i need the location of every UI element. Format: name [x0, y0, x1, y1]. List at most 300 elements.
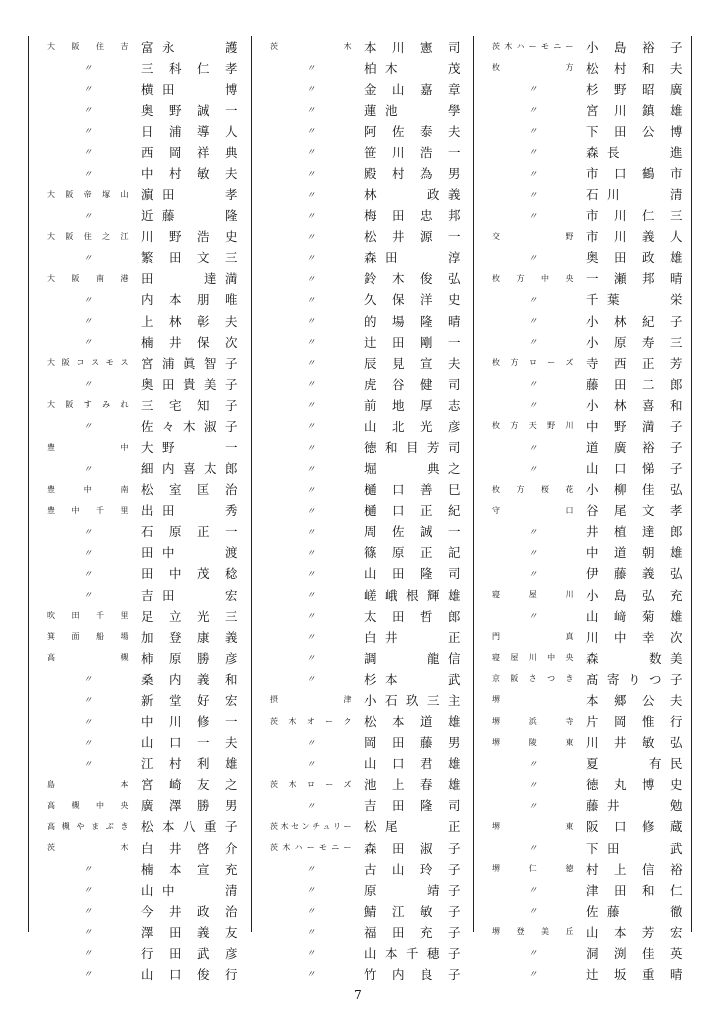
- club-name: 〃: [306, 169, 316, 180]
- member-row: [29, 120, 250, 141]
- member-row: [474, 584, 695, 605]
- member-name: 桑内義和: [141, 671, 238, 687]
- club-name: 〃: [83, 527, 93, 538]
- member-name: 細内喜太郎: [141, 461, 238, 477]
- member-row: [252, 415, 473, 436]
- club-name: 〃: [306, 865, 316, 876]
- member-name: 松井源一: [364, 229, 461, 245]
- club-name: 〃: [306, 569, 316, 580]
- member-row: [29, 78, 250, 99]
- club-name: 〃: [306, 506, 316, 517]
- member-name: 松本八重子: [141, 819, 238, 835]
- member-row: [252, 858, 473, 879]
- member-row: [29, 289, 250, 310]
- member-name: 杉野昭廣: [586, 81, 683, 97]
- member-row: [29, 310, 250, 331]
- club-name: 堺: [492, 695, 501, 705]
- member-name: 西岡祥典: [141, 144, 238, 160]
- member-row: [474, 753, 695, 774]
- club-name: 〃: [306, 464, 316, 475]
- member-row: [29, 394, 250, 415]
- member-name: 石川 清: [586, 187, 683, 203]
- club-name: 〃: [306, 591, 316, 602]
- club-name: 〃: [528, 844, 538, 854]
- club-name: 〃: [83, 717, 93, 728]
- member-row: [474, 479, 695, 500]
- club-name: 〃: [83, 591, 93, 602]
- member-name: 足立光三: [141, 608, 238, 624]
- member-row: [29, 921, 250, 942]
- member-name: 樋口善巳: [364, 482, 461, 498]
- member-row: [252, 352, 473, 373]
- page-number: 7: [354, 988, 362, 1002]
- club-name: 〃: [306, 190, 316, 201]
- member-row: [474, 394, 695, 415]
- club-name: 〃: [83, 548, 93, 559]
- member-row: [252, 521, 473, 542]
- club-name: 寝屋川: [492, 590, 574, 600]
- member-row: [29, 542, 250, 563]
- member-row: [29, 689, 250, 710]
- member-row: [252, 394, 473, 415]
- member-name: 田中 渡: [141, 545, 238, 561]
- member-name: 中村敏夫: [141, 166, 238, 181]
- member-row: [29, 373, 250, 394]
- club-name: 〃: [528, 780, 538, 791]
- member-name: 森長 進: [586, 144, 683, 160]
- club-name: 〃: [528, 949, 538, 960]
- member-name: 山本千穂子: [364, 945, 461, 961]
- club-name: 〃: [83, 675, 93, 686]
- member-name: 柏木 茂: [364, 60, 461, 76]
- member-name: 下田公博: [586, 123, 683, 139]
- club-name: 〃: [528, 569, 538, 580]
- club-name: 〃: [83, 64, 93, 75]
- member-name: 山本芳宏: [586, 924, 683, 940]
- member-row: [29, 942, 250, 963]
- member-name: 中道朝雄: [586, 545, 683, 561]
- member-name: 堀 典之: [364, 461, 461, 477]
- member-name: 新堂好宏: [141, 692, 238, 708]
- member-row: [252, 373, 473, 394]
- member-row: [474, 942, 695, 963]
- member-row: [252, 795, 473, 816]
- club-name: 〃: [528, 85, 538, 96]
- member-row: [474, 732, 695, 753]
- member-row: [474, 415, 695, 436]
- club-name: 〃: [306, 401, 316, 412]
- member-row: [474, 162, 695, 183]
- member-name: 白井 正: [364, 629, 461, 645]
- club-name: 大阪南港: [47, 273, 129, 283]
- member-name: 古山玲子: [364, 861, 461, 877]
- member-row: [252, 247, 473, 268]
- member-row: [474, 500, 695, 521]
- club-name: 〃: [306, 485, 316, 496]
- club-name: 〃: [306, 738, 316, 749]
- club-name: 〃: [306, 85, 316, 96]
- member-row: [252, 774, 473, 795]
- member-row: [29, 268, 250, 289]
- club-name: 〃: [528, 801, 538, 812]
- club-name: 〃: [306, 127, 316, 138]
- member-row: [474, 310, 695, 331]
- member-name: 中野満子: [586, 418, 683, 434]
- club-name: 〃: [306, 886, 316, 897]
- club-name: 〃: [306, 633, 316, 644]
- member-row: [252, 647, 473, 668]
- club-name: 〃: [306, 64, 316, 75]
- member-name: 小島弘充: [586, 587, 683, 603]
- member-row: [474, 837, 695, 858]
- member-name: 田 達満: [141, 271, 238, 287]
- member-name: 岡田藤男: [364, 735, 461, 751]
- member-name: 樋口正紀: [364, 503, 461, 519]
- member-name: 小原寿三: [586, 334, 683, 350]
- member-row: [252, 753, 473, 774]
- member-row: [252, 711, 473, 732]
- member-row: [474, 99, 695, 120]
- club-name: 〃: [83, 865, 93, 876]
- club-name: 〃: [528, 464, 538, 475]
- member-row: [474, 542, 695, 563]
- member-row: [474, 689, 695, 710]
- member-row: [29, 963, 250, 984]
- member-row: [474, 331, 695, 352]
- member-name: 江村利雄: [141, 756, 238, 772]
- member-row: [252, 78, 473, 99]
- club-name: 〃: [83, 422, 93, 433]
- member-row: [29, 837, 250, 858]
- club-name: 〃: [306, 612, 316, 623]
- member-name: 繁田文三: [141, 250, 238, 266]
- club-name: 島本: [47, 779, 129, 789]
- member-row: [29, 36, 250, 57]
- member-name: 日浦導人: [141, 123, 238, 139]
- member-row: [29, 816, 250, 837]
- club-name: 〃: [83, 85, 93, 96]
- member-name: 笹川浩一: [364, 144, 461, 160]
- member-name: 山口俊行: [141, 966, 238, 982]
- member-name: 夏 有民: [586, 756, 683, 772]
- club-name: 〃: [306, 317, 316, 328]
- member-name: 山北光彦: [364, 418, 461, 434]
- club-name: 〃: [306, 443, 316, 454]
- club-name: 豊中千里: [47, 505, 129, 515]
- member-row: [29, 668, 250, 689]
- member-name: 松本道雄: [364, 714, 461, 730]
- member-row: [474, 268, 695, 289]
- member-row: [29, 162, 250, 183]
- club-name: 門真: [492, 632, 574, 642]
- club-name: 〃: [306, 232, 316, 243]
- member-row: [29, 647, 250, 668]
- member-name: 金山嘉章: [364, 81, 461, 97]
- member-name: 林 政義: [364, 187, 461, 203]
- member-name: 内本朋唯: [141, 292, 238, 308]
- member-name: 徳和目芳司: [364, 440, 461, 456]
- member-name: 横田 博: [141, 81, 238, 97]
- member-row: [252, 458, 473, 479]
- member-name: 辰見宣夫: [364, 355, 461, 371]
- member-row: [252, 162, 473, 183]
- member-name: 辻坂重晴: [586, 966, 683, 982]
- member-row: [474, 668, 695, 689]
- member-row: [252, 36, 473, 57]
- club-name: 〃: [306, 675, 316, 686]
- member-row: [29, 141, 250, 162]
- member-name: 三科仁孝: [141, 60, 238, 76]
- member-row: [474, 900, 695, 921]
- club-name: 〃: [83, 317, 93, 328]
- member-row: [252, 289, 473, 310]
- club-name: 〃: [528, 886, 538, 897]
- club-name: 〃: [306, 274, 316, 285]
- club-name: 〃: [83, 380, 93, 391]
- club-name: 〃: [306, 527, 316, 538]
- club-name: 〃: [306, 907, 316, 918]
- member-name: 奥田政雄: [586, 250, 683, 266]
- club-name: 〃: [528, 527, 538, 538]
- member-name: 松村和夫: [586, 60, 683, 76]
- member-row: [252, 120, 473, 141]
- member-name: 太田哲郎: [364, 608, 461, 624]
- club-name: 大阪すみれ: [47, 400, 129, 410]
- club-name: 寝屋川中央: [492, 653, 574, 663]
- member-name: 森田淑子: [364, 840, 461, 856]
- club-name: 堺仁徳: [492, 864, 574, 874]
- member-name: 鈴木俊弘: [364, 271, 461, 287]
- club-name: 箕面船場: [47, 632, 129, 642]
- member-row: [29, 858, 250, 879]
- member-name: 山﨑菊雄: [586, 608, 683, 624]
- member-name: 富永 護: [141, 39, 238, 55]
- member-row: [474, 205, 695, 226]
- club-name: 〃: [528, 380, 538, 391]
- member-row: [474, 184, 695, 205]
- member-row: [474, 226, 695, 247]
- member-name: 川中幸次: [586, 629, 683, 645]
- member-row: [252, 879, 473, 900]
- member-row: [29, 521, 250, 542]
- member-row: [29, 458, 250, 479]
- member-name: 辻田剛一: [364, 334, 461, 350]
- club-name: 〃: [83, 907, 93, 918]
- club-name: 〃: [83, 464, 93, 475]
- member-name: 原 靖子: [364, 882, 461, 898]
- club-name: 枚方ローズ: [492, 358, 574, 368]
- member-row: [29, 900, 250, 921]
- club-name: 〃: [83, 949, 93, 960]
- club-name: 〃: [83, 169, 93, 180]
- member-row: [252, 605, 473, 626]
- member-name: 本川憲司: [364, 39, 461, 55]
- member-row: [252, 837, 473, 858]
- member-name: 田中茂稔: [141, 566, 238, 582]
- club-name: 枚方桜花: [492, 484, 574, 494]
- member-name: 的場隆晴: [364, 313, 461, 329]
- member-name: 加登康義: [141, 629, 238, 645]
- club-name: 〃: [528, 127, 538, 138]
- member-row: [474, 774, 695, 795]
- member-name: 藤井 勉: [586, 798, 683, 814]
- member-name: 小石玖三主: [364, 692, 461, 708]
- member-row: [252, 141, 473, 162]
- member-name: 中川修一: [141, 714, 238, 730]
- club-name: 茨木ハーモニー: [270, 843, 352, 852]
- member-row: [252, 942, 473, 963]
- member-column-1: [29, 36, 250, 985]
- club-name: 〃: [528, 253, 538, 264]
- club-name: 〃: [306, 654, 316, 665]
- club-name: 〃: [528, 548, 538, 559]
- member-row: [474, 626, 695, 647]
- club-name: 堺東: [492, 821, 574, 831]
- member-name: 佐々木淑子: [141, 418, 238, 434]
- member-name: 川井敏弘: [586, 735, 683, 751]
- club-name: 〃: [306, 928, 316, 939]
- member-row: [474, 36, 695, 57]
- member-row: [474, 141, 695, 162]
- member-row: [474, 289, 695, 310]
- member-row: [252, 900, 473, 921]
- member-name: 杉本 武: [364, 671, 461, 687]
- club-name: 〃: [83, 253, 93, 264]
- member-name: 竹内良子: [364, 966, 461, 982]
- member-row: [29, 795, 250, 816]
- member-name: 一瀬邦晴: [586, 271, 683, 287]
- member-row: [29, 774, 250, 795]
- member-row: [252, 436, 473, 457]
- member-row: [474, 605, 695, 626]
- club-name: 〃: [528, 401, 538, 412]
- member-name: 今井政治: [141, 903, 238, 919]
- club-name: 高槻: [47, 653, 129, 663]
- club-name: 堺登美丘: [492, 927, 574, 937]
- member-row: [252, 963, 473, 984]
- member-name: 森 数美: [586, 650, 683, 666]
- member-name: 山田隆司: [364, 566, 461, 582]
- member-row: [252, 99, 473, 120]
- member-name: 前地厚志: [364, 397, 461, 413]
- member-row: [29, 57, 250, 78]
- member-row: [252, 57, 473, 78]
- club-name: 茨木オーク: [270, 716, 352, 726]
- club-name: 〃: [528, 211, 538, 222]
- member-row: [252, 563, 473, 584]
- member-row: [252, 668, 473, 689]
- member-name: 伊藤義弘: [586, 566, 683, 582]
- member-name: 阿佐泰夫: [364, 123, 461, 139]
- club-name: 〃: [306, 106, 316, 117]
- member-name: 道廣裕子: [586, 440, 683, 456]
- member-row: [252, 732, 473, 753]
- member-name: 澤田義友: [141, 924, 238, 940]
- member-name: 洞渕佳英: [586, 945, 683, 961]
- club-name: 〃: [528, 443, 538, 454]
- club-name: 〃: [528, 759, 538, 770]
- club-name: 茨木: [47, 843, 129, 852]
- club-name: 〃: [528, 612, 538, 623]
- member-row: [29, 479, 250, 500]
- club-name: 大阪住之江: [47, 231, 129, 241]
- club-name: 京阪さつき: [492, 674, 574, 684]
- club-name: 〃: [306, 548, 316, 559]
- member-name: 篠原正記: [364, 545, 461, 561]
- member-row: [29, 753, 250, 774]
- member-row: [252, 584, 473, 605]
- member-row: [252, 184, 473, 205]
- member-name: 福田充子: [364, 924, 461, 940]
- member-name: 佐藤 徹: [586, 903, 683, 919]
- member-column-3: [473, 36, 695, 982]
- member-name: 市口鶴市: [586, 166, 683, 181]
- member-name: 川野浩史: [141, 229, 238, 245]
- member-row: [474, 563, 695, 584]
- member-name: 山中 清: [141, 882, 238, 898]
- member-row: [29, 605, 250, 626]
- member-row: [252, 542, 473, 563]
- member-name: 藤田二郎: [586, 376, 683, 392]
- member-name: 柿原勝彦: [141, 650, 238, 666]
- club-name: 摂津: [270, 695, 352, 705]
- member-name: 津田和仁: [586, 882, 683, 898]
- member-row: [474, 647, 695, 668]
- member-name: 石原正一: [141, 524, 238, 540]
- member-name: 出田 秀: [141, 503, 238, 519]
- member-name: 白井啓介: [141, 840, 238, 856]
- member-name: 山口一夫: [141, 735, 238, 751]
- member-name: 周佐誠一: [364, 524, 461, 540]
- member-name: 下田 武: [586, 840, 683, 856]
- club-name: 〃: [83, 211, 93, 222]
- club-name: 茨木センチュリー: [270, 821, 352, 831]
- club-name: 〃: [306, 148, 316, 159]
- club-name: 茨木ローズ: [270, 779, 352, 789]
- member-row: [474, 57, 695, 78]
- member-name: 三宅知子: [141, 397, 238, 413]
- member-name: 近藤 隆: [141, 208, 238, 224]
- member-column-2: [251, 36, 473, 982]
- member-row: [474, 816, 695, 837]
- club-name: 交野: [492, 231, 574, 241]
- member-row: [29, 626, 250, 647]
- club-name: 〃: [528, 970, 538, 981]
- member-name: 行田武彦: [141, 945, 238, 961]
- member-name: 徳丸博史: [586, 777, 683, 793]
- member-row: [474, 858, 695, 879]
- member-row: [29, 732, 250, 753]
- club-name: 〃: [528, 907, 538, 918]
- member-name: 小柳佳弘: [586, 482, 683, 498]
- member-row: [474, 120, 695, 141]
- member-row: [252, 626, 473, 647]
- member-name: 殿村為男: [364, 166, 461, 181]
- member-row: [252, 921, 473, 942]
- club-name: 守口: [492, 505, 574, 515]
- member-row: [474, 373, 695, 394]
- club-name: 〃: [528, 169, 538, 180]
- member-row: [474, 78, 695, 99]
- club-name: 〃: [306, 949, 316, 960]
- club-name: 〃: [528, 295, 538, 306]
- member-name: 梅田忠邦: [364, 208, 461, 224]
- member-name: 吉田 宏: [141, 587, 238, 603]
- member-name: 阪口修蔵: [586, 819, 683, 835]
- club-name: 〃: [528, 317, 538, 328]
- club-name: 大阪コスモス: [47, 358, 129, 368]
- member-row: [252, 500, 473, 521]
